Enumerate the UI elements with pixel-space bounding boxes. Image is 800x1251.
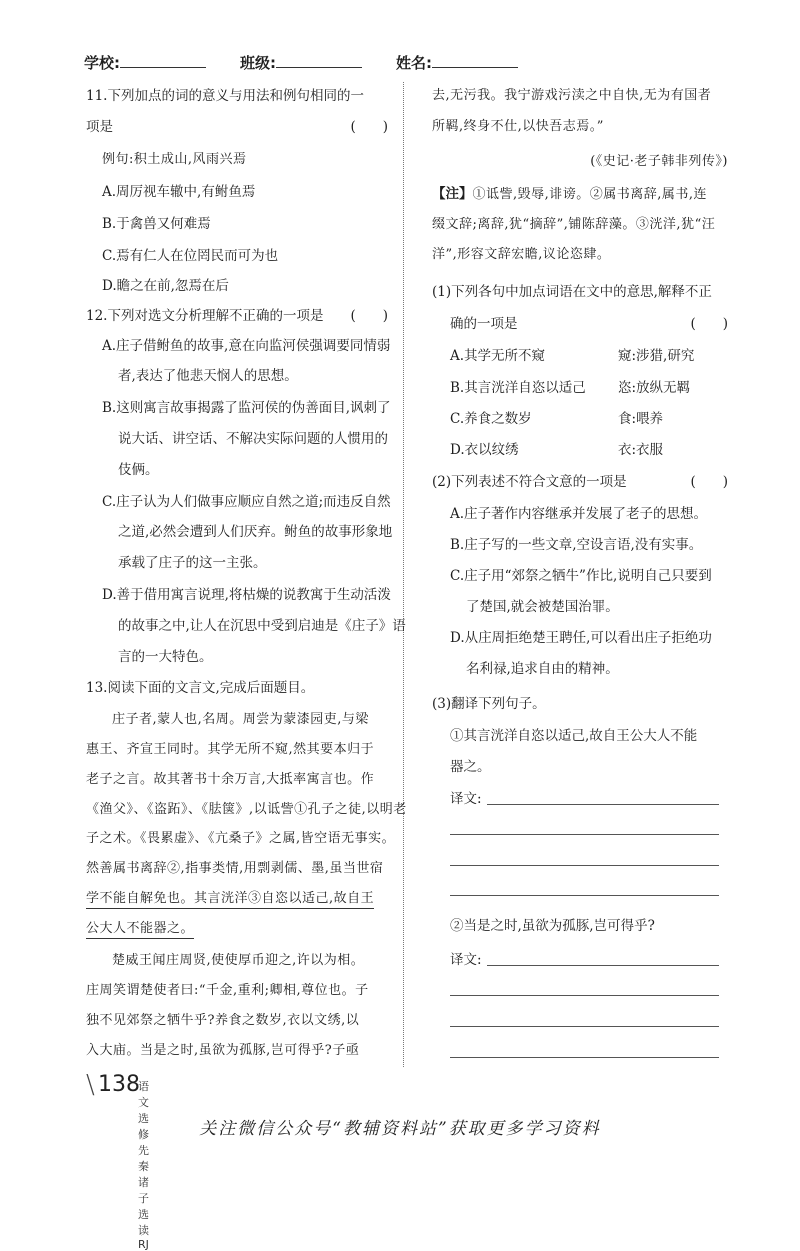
sq3-sentence1-line2: 器之。 — [450, 759, 491, 775]
q12-option-d-line1: D.善于借用寓言说理,将枯燥的说教寓于生动活泼 — [102, 587, 391, 603]
q11-stem-line2: 项是 — [86, 119, 113, 135]
q12-option-a-line1: A.庄子借鲋鱼的故事,意在向监河侯强调要同情弱 — [102, 338, 391, 354]
sq2-stem: (2)下列表述不符合文意的一项是 — [432, 474, 627, 490]
translation2-line1[interactable] — [487, 965, 719, 966]
sq2-option-c-line2: 了楚国,就会被楚国治罪。 — [466, 599, 619, 615]
sq1-stem-line1: (1)下列各句中加点词语在文中的意思,解释不正 — [432, 284, 712, 300]
class-blank[interactable] — [276, 53, 362, 68]
passage-cont-line1: 去,无污我。我宁游戏污渎之中自快,无为有国者 — [432, 88, 712, 103]
q12-option-b-line3: 伎俩。 — [118, 462, 159, 478]
passage-p2-line4: 入大庙。当是之时,虽欲为孤豚,岂可得乎?子亟 — [86, 1043, 360, 1058]
school-field[interactable] — [84, 52, 206, 73]
translation1-line3[interactable] — [450, 865, 719, 866]
passage-p1-line4: 《渔父》、《盗跖》、《胠箧》,以诋訾①孔子之徒,以明老 — [86, 802, 407, 817]
q11-option-a: A.周厉视车辙中,有鲋鱼焉 — [102, 184, 256, 200]
passage-p1-line8: 公大人不能器之。 — [86, 917, 194, 939]
school-blank[interactable] — [120, 53, 206, 68]
sq1-stem-line2: 确的一项是 — [450, 316, 518, 332]
q12-option-d-line3: 言的一大特色。 — [118, 649, 213, 665]
q11-option-d: D.瞻之在前,忽焉在后 — [102, 278, 229, 294]
notes-text1: ①诋訾,毁辱,诽谤。②属书离辞,属书,连 — [472, 187, 708, 202]
q11-option-c: C.焉有仁人在位罔民而可为也 — [102, 248, 279, 264]
passage-cont-line2: 所羁,终身不仕,以快吾志焉。” — [432, 119, 604, 134]
sq1-option-c: C.养食之数岁 — [450, 411, 532, 427]
q12-answer-paren[interactable]: ( ) — [350, 308, 388, 324]
name-label: 姓名: — [396, 54, 432, 72]
sq1-option-b-explain: 恣:放纵无羁 — [618, 380, 691, 396]
passage-p2-line2: 庄周笑谓楚使者曰:“千金,重利;卿相,尊位也。子 — [86, 983, 369, 998]
sq3-sentence2: ②当是之时,虽欲为孤豚,岂可得乎? — [450, 918, 655, 934]
sq1-option-d: D.衣以纹绣 — [450, 442, 519, 458]
student-info-header — [84, 52, 724, 76]
notes-line1 — [432, 182, 707, 202]
q12-option-b-line1: B.这则寓言故事揭露了监河侯的伪善面目,讽刺了 — [102, 400, 391, 416]
passage-p1-line3: 老子之言。故其著书十余万言,大抵率寓言也。作 — [86, 772, 375, 787]
translation2-line4[interactable] — [450, 1057, 719, 1058]
q11-option-b: B.于禽兽又何难焉 — [102, 216, 211, 232]
sq1-option-a-explain: 窥:涉猎,研究 — [618, 348, 695, 364]
passage-p1-line7: 学不能自解免也。其言洸洋③自恣以适己,故自王 — [86, 887, 374, 909]
class-label: 班级: — [240, 54, 276, 72]
translation1-line2[interactable] — [450, 834, 719, 835]
sq1-answer-paren[interactable]: ( ) — [690, 316, 728, 332]
sq2-option-d-line1: D.从庄周拒绝楚王聘任,可以看出庄子拒绝功 — [450, 630, 712, 646]
passage-p2-line1: 楚威王闻庄周贤,使使厚币迎之,许以为相。 — [112, 953, 365, 968]
sq2-option-b: B.庄子写的一些文章,空设言语,没有实事。 — [450, 537, 703, 553]
name-field[interactable] — [396, 52, 518, 73]
passage-p2-line3: 独不见郊祭之牺牛乎?养食之数岁,衣以文绣,以 — [86, 1013, 360, 1028]
column-divider — [403, 82, 404, 1067]
sq3-translation-label2: 译文: — [450, 952, 482, 968]
q11-answer-paren[interactable]: ( ) — [350, 119, 388, 135]
q12-option-c-line2: 之道,必然会遭到人们厌弃。鲋鱼的故事形象地 — [118, 524, 393, 540]
sq1-option-b: B.其言洸洋自恣以适己 — [450, 380, 586, 396]
translation1-line1[interactable] — [487, 804, 719, 805]
passage-p1-line5: 子之术。《畏累虚》、《亢桑子》之属,皆空语无事实。 — [86, 831, 396, 846]
q13-stem: 13.阅读下面的文言文,完成后面题目。 — [86, 680, 315, 696]
school-label: 学校: — [84, 54, 120, 72]
sq3-translation-label1: 译文: — [450, 791, 482, 807]
page-number: 138 — [98, 1072, 140, 1097]
book-title: 语文选修 先秦诸子选读 RJ — [138, 1080, 149, 1251]
translation2-line3[interactable] — [450, 1026, 719, 1027]
q11-stem-line1: 11.下列加点的词的意义与用法和例句相同的一 — [86, 88, 364, 104]
translation2-line2[interactable] — [450, 995, 719, 996]
q12-option-c-line3: 承载了庄子的这一主张。 — [118, 555, 267, 571]
q12-option-d-line2: 的故事之中,让人在沉思中受到启迪是《庄子》语 — [118, 618, 406, 634]
bottom-promo-text: 关注微信公众号“教辅资料站”获取更多学习资料 — [199, 1119, 601, 1139]
sq1-option-a: A.其学无所不窥 — [450, 348, 546, 364]
translation1-line4[interactable] — [450, 895, 719, 896]
class-field[interactable] — [240, 52, 362, 73]
q12-option-a-line2: 者,表达了他悲天悯人的思想。 — [118, 368, 298, 384]
sq2-option-d-line2: 名利禄,追求自由的精神。 — [466, 661, 619, 677]
sq2-option-a: A.庄子著作内容继承并发展了老子的思想。 — [450, 506, 708, 522]
passage-p1-line2: 惠王、齐宣王同时。其学无所不窥,然其要本归于 — [86, 742, 375, 757]
sq3-stem: (3)翻译下列句子。 — [432, 696, 546, 712]
passage-p1-line6: 然善属书离辞②,指事类情,用剽剥儒、墨,虽当世宿 — [86, 861, 384, 876]
notes-tag: 【注】 — [432, 186, 473, 202]
notes-line3: 洋”,形容文辞宏瞻,议论恣肆。 — [432, 247, 611, 262]
sq1-option-c-explain: 食:喂养 — [618, 411, 664, 427]
passage-p1-line1: 庄子者,蒙人也,名周。周尝为蒙漆园吏,与梁 — [112, 712, 369, 727]
q12-option-c-line1: C.庄子认为人们做事应顺应自然之道;而违反自然 — [102, 494, 391, 510]
sq1-option-d-explain: 衣:衣服 — [618, 442, 664, 458]
q12-option-b-line2: 说大话、讲空话、不解决实际问题的人惯用的 — [118, 431, 388, 447]
footer-slash-decoration: \ — [86, 1070, 95, 1100]
sq3-sentence1-line1: ①其言洸洋自恣以适己,故自王公大人不能 — [450, 728, 698, 744]
q11-example: 例句:积土成山,风雨兴焉 — [102, 152, 247, 167]
sq2-answer-paren[interactable]: ( ) — [690, 474, 728, 490]
sq2-option-c-line1: C.庄子用“郊祭之牺牛”作比,说明自己只要到 — [450, 568, 712, 584]
q12-stem: 12.下列对选文分析理解不正确的一项是 — [86, 308, 324, 324]
name-blank[interactable] — [432, 53, 518, 68]
notes-line2: 缀文辞;离辞,犹“摘辞”,铺陈辞藻。③洸洋,犹“汪 — [432, 217, 716, 232]
passage-source: (《史记·老子韩非列传》) — [590, 154, 728, 169]
